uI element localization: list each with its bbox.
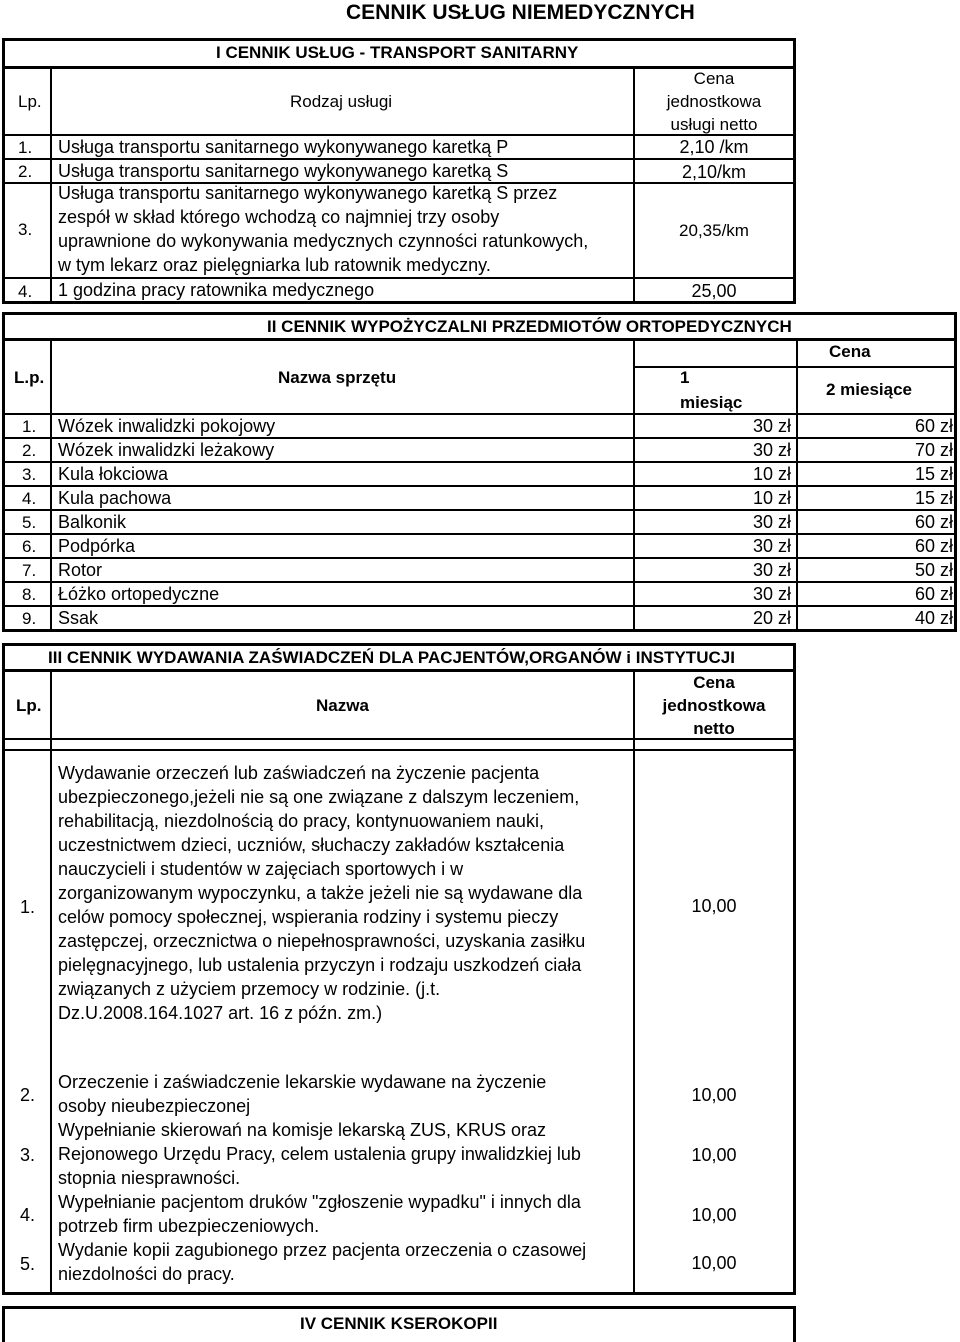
s1-row-1-price: 2,10 /km bbox=[679, 137, 749, 157]
s2-row-lp: 7. bbox=[22, 561, 37, 580]
s3-row-3-name: Wypełnianie skierowań na komisje lekarską ZUS, KRUS oraz Rejonowego Urzędu Pracy, celem ustalenia grupy inwalidzkiej lub stopnia niesprawności. bbox=[58, 1120, 581, 1188]
s2-row-name: Łóżko ortopedyczne bbox=[58, 584, 220, 604]
s3-row-2-price: 10,00 bbox=[691, 1085, 737, 1105]
section-2-title: II CENNIK WYPOŻYCZALNI PRZEDMIOTÓW ORTOPEDYCZNYCH bbox=[267, 317, 792, 336]
s2-row-name: Rotor bbox=[58, 560, 103, 580]
s2-header-name: Nazwa sprzętu bbox=[278, 368, 397, 387]
s1-row-2-price: 2,10/km bbox=[681, 162, 747, 182]
s1-header-name: Rodzaj usługi bbox=[290, 92, 393, 111]
s2-row-price-1m: 10 zł bbox=[752, 488, 791, 508]
s2-header-month-2: 2 miesiące bbox=[826, 380, 913, 399]
s2-row-price-1m: 30 zł bbox=[752, 536, 791, 556]
s2-row-price-2m: 15 zł bbox=[914, 488, 953, 508]
s3-header-price-2: jednostkowa bbox=[662, 696, 766, 715]
s2-row-price-2m: 60 zł bbox=[914, 536, 953, 556]
s1-header-price-3: usługi netto bbox=[670, 115, 758, 134]
s2-header-price: Cena bbox=[829, 342, 871, 361]
s2-row-price-1m: 30 zł bbox=[752, 512, 791, 532]
s1-row-4-name: 1 godzina pracy ratownika medycznego bbox=[58, 280, 375, 300]
s2-header-lp: L.p. bbox=[14, 368, 45, 387]
section-4-title: IV CENNIK KSEROKOPII bbox=[300, 1314, 498, 1333]
s2-row-name: Wózek inwalidzki leżakowy bbox=[58, 440, 275, 460]
s2-row-price-1m: 30 zł bbox=[752, 416, 791, 436]
section-1-title: I CENNIK USŁUG - TRANSPORT SANITARNY bbox=[216, 43, 579, 62]
s2-row-price-1m: 10 zł bbox=[752, 464, 791, 484]
s2-row-name: Ssak bbox=[58, 608, 99, 628]
s1-row-2-lp: 2. bbox=[18, 162, 33, 181]
s2-header-month-1a: 1 bbox=[680, 368, 690, 387]
s3-row-1-price: 10,00 bbox=[691, 896, 737, 916]
s2-row-price-1m: 30 zł bbox=[752, 440, 791, 460]
page-title: CENNIK USŁUG NIEMEDYCZNYCH bbox=[346, 1, 695, 24]
s2-row-name: Wózek inwalidzki pokojowy bbox=[58, 416, 276, 436]
s3-row-5-name: Wydanie kopii zagubionego przez pacjenta orzeczenia o czasowej niezdolności do pracy. bbox=[58, 1240, 587, 1284]
s2-row-price-1m: 30 zł bbox=[752, 560, 791, 580]
s2-row-lp: 6. bbox=[22, 537, 37, 556]
s1-row-1-name: Usługa transportu sanitarnego wykonywanego karetką P bbox=[58, 137, 509, 157]
s2-row-name: Podpórka bbox=[58, 536, 136, 556]
s2-row-name: Balkonik bbox=[58, 512, 127, 532]
s3-row-4-price: 10,00 bbox=[691, 1205, 737, 1225]
s3-row-5-price: 10,00 bbox=[691, 1253, 737, 1273]
s1-row-3-name: Usługa transportu sanitarnego wykonywanego karetką S przez zespół w skład którego wchodzą co najmniej trzy osoby uprawnione do wykonywania medycznych czynności ratunkowych, w tym lekarz oraz pielęgniarka lub ratownik medyczny. bbox=[58, 183, 589, 275]
s3-row-4-lp: 4. bbox=[20, 1205, 36, 1225]
s3-row-5-lp: 5. bbox=[20, 1254, 36, 1274]
s2-row-lp: 1. bbox=[22, 417, 37, 436]
s2-row-lp: 5. bbox=[22, 513, 37, 532]
s2-row-name: Kula łokciowa bbox=[58, 464, 169, 484]
s3-row-1-name: Wydawanie orzeczeń lub zaświadczeń na życzenie pacjenta ubezpieczonego,jeżeli nie są one związane z dalszym leczeniem, rehabilitacją, niezdolnością do pracy, kontynuowaniem nauki, uczestnictwem dzieci, uczniów, słuchaczy zakładów kształcenia nauczycieli i studentów w zajęciach sportowych i w zorganizowanym wypoczynku, a także jeżeli nie są wydawane dla celów pomocy społecznej, wspierania rodziny i systemu pieczy zastępczej, orzecznictwa o niepełnosprawności, uzyskania zasiłku pielęgnacyjnego, lub ustalenia przyczyn i rodzaju uszkodzeń ciała związanych z użyciem przemocy w rodzinie. (j.t. Dz.U.2008.164.1027 art. 16 z późn. zm.) bbox=[58, 763, 586, 1023]
s2-row-price-2m: 70 zł bbox=[914, 440, 953, 460]
s2-row-lp: 9. bbox=[22, 609, 37, 628]
s3-row-2-lp: 2. bbox=[20, 1085, 36, 1105]
s3-row-2-name: Orzeczenie i zaświadczenie lekarskie wydawane na życzenie osoby nieubezpieczonej bbox=[58, 1072, 547, 1116]
s3-row-4-name: Wypełnianie pacjentom druków "zgłoszenie wypadku" i innych dla potrzeb firm ubezpieczeniowych. bbox=[58, 1192, 581, 1236]
s1-row-4-lp: 4. bbox=[18, 282, 33, 301]
s2-row-price-2m: 60 zł bbox=[914, 584, 953, 604]
s2-row-price-1m: 30 zł bbox=[752, 584, 791, 604]
s2-row-price-2m: 50 zł bbox=[914, 560, 953, 580]
s3-header-price-1: Cena bbox=[693, 673, 735, 692]
s2-header-month-1b: miesiąc bbox=[680, 393, 743, 412]
s3-header-price-3: netto bbox=[693, 719, 735, 738]
s3-row-3-price: 10,00 bbox=[691, 1145, 737, 1165]
s1-row-3-price: 20,35/km bbox=[679, 221, 749, 240]
s1-header-price-1: Cena bbox=[693, 69, 735, 88]
s1-row-1-lp: 1. bbox=[18, 138, 33, 157]
s2-row-price-2m: 60 zł bbox=[914, 512, 953, 532]
s3-header-lp: Lp. bbox=[16, 696, 42, 715]
s3-header-name: Nazwa bbox=[316, 696, 369, 715]
s1-row-4-price: 25,00 bbox=[691, 281, 737, 301]
s3-row-3-lp: 3. bbox=[20, 1145, 36, 1165]
s1-row-2-name: Usługa transportu sanitarnego wykonywanego karetką S bbox=[58, 161, 509, 181]
section-3-title: III CENNIK WYDAWANIA ZAŚWIADCZEŃ DLA PACJENTÓW,ORGANÓW i INSTYTUCJI bbox=[48, 648, 735, 667]
s3-row-1-lp: 1. bbox=[20, 897, 36, 917]
s2-row-price-2m: 15 zł bbox=[914, 464, 953, 484]
s2-row-name: Kula pachowa bbox=[58, 488, 172, 508]
s1-header-lp: Lp. bbox=[18, 92, 42, 111]
s2-row-lp: 2. bbox=[22, 441, 37, 460]
s2-row-price-2m: 40 zł bbox=[914, 608, 953, 628]
s2-row-price-1m: 20 zł bbox=[752, 608, 791, 628]
s2-row-lp: 8. bbox=[22, 585, 37, 604]
s2-row-lp: 3. bbox=[22, 465, 37, 484]
s2-row-lp: 4. bbox=[22, 489, 37, 508]
s2-row-price-2m: 60 zł bbox=[914, 416, 953, 436]
s1-header-price-2: jednostkowa bbox=[666, 92, 762, 111]
s1-row-3-lp: 3. bbox=[18, 220, 33, 239]
